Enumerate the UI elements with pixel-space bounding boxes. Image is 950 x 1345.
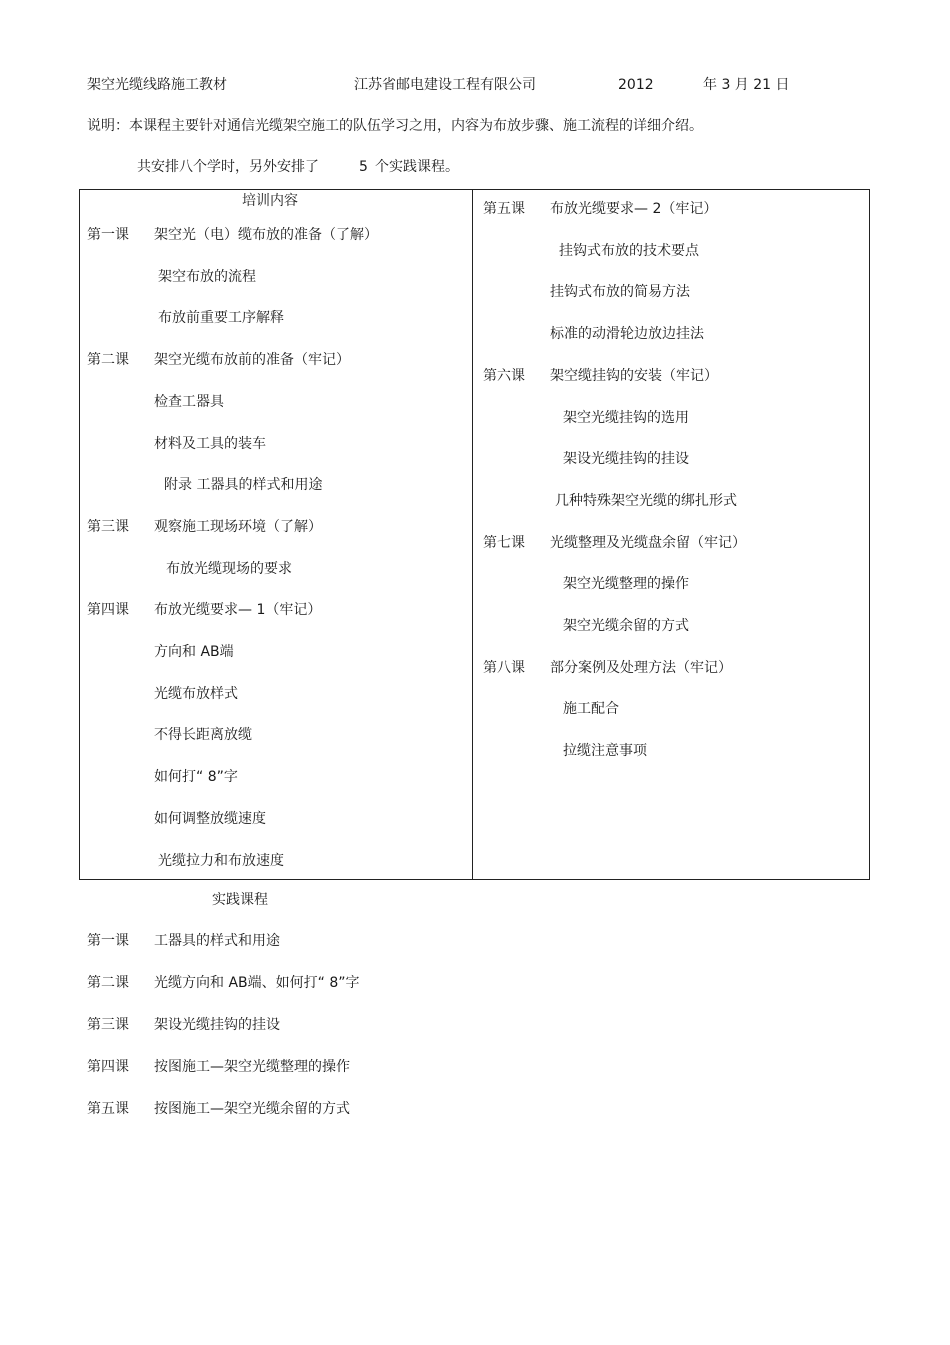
lesson-topic: 拉缆注意事项 <box>563 743 647 760</box>
lesson-topic: 材料及工具的装车 <box>154 435 266 452</box>
lesson-topic: 架设光缆挂钩的挂设 <box>563 451 689 468</box>
lesson-number: 第二课 <box>87 352 129 369</box>
lesson-number: 第五课 <box>87 1101 129 1117</box>
lesson-topic: 附录 工器具的样式和用途 <box>164 477 323 494</box>
lesson-topic: 标准的动滑轮边放边挂法 <box>550 326 704 343</box>
lesson-topic: 挂钩式布放的简易方法 <box>550 284 690 301</box>
lesson-number: 第一课 <box>87 933 129 949</box>
lesson-topic: 挂钩式布放的技术要点 <box>559 242 699 259</box>
doc-title: 架空光缆线路施工教材 <box>87 77 227 93</box>
lesson-topic: 如何调整放缆速度 <box>154 810 266 827</box>
lesson-title: 光缆整理及光缆盘余留（牢记） <box>550 534 746 551</box>
lesson-title: 架空光缆布放前的准备（牢记） <box>154 352 350 369</box>
lesson-title: 布放光缆要求— 2（牢记） <box>550 201 718 217</box>
description-text: 说明：本课程主要针对通信光缆架空施工的队伍学习之用，内容为布放步骤、施工流程的详细介绍。 <box>87 118 703 134</box>
lesson-number: 第一课 <box>87 227 129 243</box>
lesson-topic: 光缆布放样式 <box>154 685 238 702</box>
schedule-text-b: 个实践课程。 <box>375 159 459 175</box>
lesson-number: 第六课 <box>483 367 525 384</box>
lesson-title: 观察施工现场环境（了解） <box>154 518 322 535</box>
lesson-title: 架设光缆挂钩的挂设 <box>154 1017 280 1033</box>
lesson-number: 第五课 <box>483 201 525 217</box>
practice-heading: 实践课程 <box>212 892 268 908</box>
lesson-topic: 光缆拉力和布放速度 <box>158 852 284 869</box>
lesson-topic: 布放光缆现场的要求 <box>166 560 292 577</box>
lesson-number: 第八课 <box>483 659 525 676</box>
lesson-title: 架空缆挂钩的安装（牢记） <box>550 367 718 384</box>
lesson-title: 光缆方向和 AB端、如何打“ 8”字 <box>154 975 360 991</box>
company-name: 江苏省邮电建设工程有限公司 <box>354 77 536 93</box>
lesson-number: 第三课 <box>87 518 129 535</box>
date-rest: 年 3 月 21 日 <box>703 77 790 93</box>
lesson-number: 第四课 <box>87 1059 129 1075</box>
lesson-topic: 布放前重要工序解释 <box>158 310 284 327</box>
lesson-title: 按图施工—架空光缆整理的操作 <box>154 1059 350 1075</box>
lesson-topic: 检查工器具 <box>154 393 224 410</box>
lesson-topic: 架空光缆挂钩的选用 <box>563 409 689 426</box>
lesson-title: 工器具的样式和用途 <box>154 933 280 949</box>
lesson-topic: 如何打“ 8”字 <box>154 769 238 786</box>
lesson-number: 第二课 <box>87 975 129 991</box>
lesson-title: 部分案例及处理方法（牢记） <box>550 659 732 676</box>
lesson-topic: 架空光缆整理的操作 <box>563 576 689 593</box>
lesson-title: 布放光缆要求— 1（牢记） <box>154 602 322 619</box>
lesson-title: 架空光（电）缆布放的准备（了解） <box>154 227 378 243</box>
schedule-text-a: 共安排八个学时，另外安排了 <box>137 159 319 175</box>
lesson-topic: 施工配合 <box>563 701 619 718</box>
training-heading: 培训内容 <box>242 193 298 209</box>
lesson-topic: 架空光缆余留的方式 <box>563 618 689 634</box>
table-divider <box>472 189 473 880</box>
lesson-topic: 架空布放的流程 <box>158 268 256 285</box>
lesson-topic: 几种特殊架空光缆的绑扎形式 <box>555 492 737 509</box>
lesson-number: 第三课 <box>87 1017 129 1033</box>
date-year: 2012 <box>618 77 654 93</box>
schedule-number: 5 <box>359 159 368 175</box>
lesson-number: 第七课 <box>483 534 525 551</box>
lesson-number: 第四课 <box>87 602 129 619</box>
lesson-title: 按图施工—架空光缆余留的方式 <box>154 1101 350 1117</box>
lesson-topic: 方向和 AB端 <box>154 644 234 660</box>
lesson-topic: 不得长距离放缆 <box>154 727 252 744</box>
